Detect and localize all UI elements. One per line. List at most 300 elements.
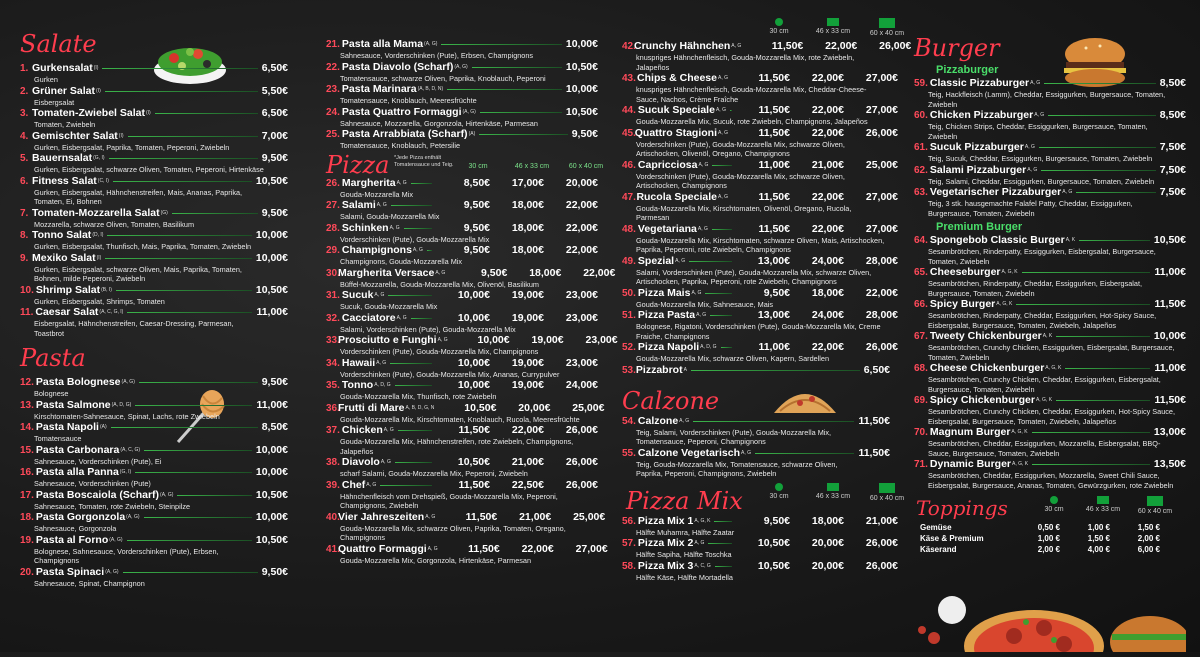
item-name: Chicken Pizzaburger	[929, 109, 1034, 121]
leader-line	[1032, 432, 1150, 433]
allergen-code: A, G	[437, 337, 448, 343]
price-large: 27,00€	[575, 542, 608, 555]
calzone-list	[622, 415, 898, 479]
menu-item-66[interactable]	[914, 298, 1186, 330]
item-number: 3.	[20, 108, 29, 119]
leader-line	[1016, 304, 1150, 305]
size-prices	[436, 177, 598, 190]
topping-price: 1,00 €	[1087, 523, 1110, 532]
item-name: Classic Pizzaburger	[929, 77, 1030, 89]
item-number: 61.	[914, 142, 928, 153]
leader-line	[441, 44, 561, 45]
item-number: 44.	[622, 105, 636, 116]
menu-item-43[interactable]	[622, 72, 898, 104]
item-number: 17.	[20, 489, 34, 501]
price-medium: 19,00€	[511, 311, 544, 324]
price-medium: 20,00€	[811, 559, 844, 572]
menu-item-8[interactable]	[20, 229, 288, 252]
item-number: 13.	[20, 399, 34, 411]
menu-item-39[interactable]	[326, 479, 598, 511]
allergen-code: A, D, G	[374, 382, 391, 388]
allergen-code: (A)	[468, 131, 476, 137]
item-name: Calzone Vegetarisch	[637, 446, 741, 459]
item-name: Tonno Salat	[32, 229, 92, 241]
size-large-label-2: 60 x 40 cm	[869, 30, 905, 37]
menu-item-67[interactable]	[914, 330, 1186, 362]
item-description: Hälfte Muhamra, Hälfte Zaatar	[636, 527, 735, 537]
item-number: 71.	[914, 459, 928, 470]
item-description: Gurken, Eisbergsalat, Paprika, Tomaten, Peperoni, Zwiebeln	[34, 142, 230, 152]
menu-item-26[interactable]	[326, 177, 598, 200]
menu-item-28[interactable]	[326, 222, 598, 245]
menu-item-47[interactable]	[622, 191, 898, 223]
allergen-code: (A, G)	[462, 108, 476, 115]
menu-item-36[interactable]	[326, 401, 605, 425]
item-name: Pizza Napoli	[637, 341, 700, 353]
size-prices	[736, 341, 898, 354]
allergen-code: (A, C, G, I)	[99, 309, 124, 315]
price-small: 10,50€	[464, 401, 497, 414]
menu-item-61[interactable]	[914, 141, 1186, 164]
menu-item-40[interactable]	[326, 510, 606, 543]
pizzamix-list	[622, 515, 898, 583]
menu-item-42[interactable]	[622, 40, 912, 72]
menu-item-37[interactable]	[326, 424, 598, 456]
item-description: knuspriges Hähnchenfleisch, Gouda-Mozzarella Mix, Cheddar-Cheese-Sauce, Nachos, Crème Fraîche	[636, 85, 867, 104]
mix-size-large-label: 60 x 40 cm	[869, 494, 905, 502]
menu-item-13[interactable]	[20, 399, 288, 422]
leader-line	[395, 462, 432, 463]
size-prices	[736, 191, 898, 204]
item-name: Tomaten-Mozzarella Salat	[32, 206, 160, 219]
size-prices	[436, 289, 598, 302]
allergen-code: A, G	[396, 314, 407, 321]
allergen-code: (A)	[99, 424, 107, 430]
item-name: Pasta Boscaiola (Scharf)	[35, 488, 160, 501]
menu-item-68[interactable]	[914, 362, 1186, 394]
item-number: 54.	[622, 415, 636, 427]
menu-item-19[interactable]	[20, 534, 288, 566]
menu-item-5[interactable]	[20, 152, 288, 175]
price-small: 10,00€	[457, 356, 490, 369]
price-medium: 21,00€	[811, 158, 844, 171]
item-description: Gouda-Mozzarella Mix, schwarze Oliven, Kapern, Sardellen	[636, 354, 830, 363]
leader-line	[135, 405, 252, 406]
price-medium: 18,00€	[511, 221, 544, 234]
allergen-code: A, G	[1027, 166, 1038, 173]
price-large: 26,00€	[865, 559, 898, 572]
item-number: 2.	[20, 85, 29, 97]
item-description: Gurken	[34, 75, 58, 84]
price-medium: 18,00€	[511, 244, 544, 256]
item-name: Pasta alla Mama	[341, 38, 424, 50]
item-name: Sucuk Speciale	[637, 104, 715, 116]
price-large: 22,00€	[565, 199, 598, 211]
price-small: 11,50€	[458, 424, 490, 436]
item-number: 50.	[622, 287, 636, 299]
menu-item-24[interactable]	[326, 106, 598, 129]
item-number: 31.	[326, 290, 340, 301]
price-large: 25,00€	[573, 510, 606, 523]
menu-item-69[interactable]	[914, 394, 1186, 426]
column-pizza-calzone-mix	[622, 0, 912, 582]
allergen-code: A, K	[1065, 237, 1076, 243]
allergen-code: (I)	[96, 254, 102, 261]
size-prices	[436, 379, 598, 392]
item-number: 20.	[20, 566, 34, 578]
leader-line	[472, 67, 562, 68]
toppings-title: Toppings	[916, 496, 1008, 520]
price-small: 11,50€	[758, 190, 790, 203]
item-name: Frutti di Mare	[338, 401, 405, 414]
size-prices	[436, 312, 598, 325]
item-description: Bolognese, Sahnesauce, Vorderschinken (Pute), Erbsen, Champignons	[34, 546, 219, 565]
item-description: Champignons, Gouda-Mozzarella Mix	[340, 257, 463, 266]
menu-item-56[interactable]	[622, 515, 898, 538]
menu-item-12[interactable]	[20, 376, 288, 399]
price-medium: 19,00€	[511, 289, 544, 301]
item-number: 43.	[622, 73, 636, 84]
allergen-code: A, G	[376, 359, 387, 366]
allergen-code: (A, G)	[105, 568, 119, 575]
item-price: 11,00€	[256, 398, 288, 411]
top-size-medium	[1078, 496, 1128, 515]
menu-item-4[interactable]	[20, 130, 288, 153]
item-description: Sahnesauce, Vorderschinken (Pute), Ei	[34, 456, 162, 466]
item-description: Gouda-Mozzarella Mix, Sahnesauce, Mais	[636, 299, 774, 309]
price-large: 26,00€	[565, 478, 598, 491]
item-name: Margherita	[341, 176, 396, 189]
item-name: Spicy Chickenburger	[929, 394, 1035, 406]
item-description: Sesambrötchen, Crunchy Chicken, Cheddar, Essiggurken, Hot-Spicy Sauce, Eisbergsalat, Burgersauce, Tomaten, Zwiebeln, Jalapeños	[928, 407, 1176, 426]
topping-price: 0,50 €	[1037, 523, 1060, 532]
item-name: Diavolo	[341, 456, 380, 468]
item-name: Pizzabrot	[635, 363, 683, 376]
menu-item-65[interactable]	[914, 266, 1186, 298]
allergen-code: A, G, K	[1001, 269, 1018, 275]
size-prices	[736, 560, 898, 573]
item-name: Shrimp Salat	[35, 283, 101, 296]
menu-item-16[interactable]	[20, 466, 288, 489]
menu-item-71[interactable]	[914, 458, 1186, 490]
menu-item-53[interactable]	[622, 364, 898, 377]
item-price: 7,50€	[1159, 163, 1186, 176]
allergen-code: A, G	[741, 449, 752, 456]
allergen-code: A, G	[366, 481, 377, 488]
menu-item-41[interactable]	[326, 542, 608, 566]
price-medium: 21,00€	[511, 456, 544, 468]
leader-line	[1076, 192, 1155, 193]
item-description: Sahnesauce, Vorderschinken (Pute)	[34, 479, 151, 488]
size-prices	[736, 255, 898, 268]
price-large: 23,00€	[565, 356, 598, 369]
price-small: 11,50€	[758, 104, 790, 116]
item-description: Teig, Chicken Strips, Cheddar, Essiggurken, Burgersauce, Tomaten, Zwiebeln	[928, 122, 1148, 141]
size-prices	[736, 309, 898, 322]
item-number: 52.	[622, 342, 636, 353]
allergen-code: A, B, D, G, N	[405, 404, 435, 411]
allergen-code: A, G	[374, 292, 385, 298]
item-name: Mexiko Salat	[32, 251, 96, 264]
size-prices	[442, 402, 604, 415]
allergen-code: A, G	[427, 545, 438, 552]
column-salate-pasta	[20, 0, 288, 588]
menu-item-22[interactable]	[326, 61, 598, 84]
topping-row[interactable]	[914, 522, 1186, 533]
leader-line	[107, 235, 251, 236]
item-number: 47.	[622, 191, 636, 203]
menu-item-54[interactable]	[622, 415, 898, 447]
menu-item-31[interactable]	[326, 289, 598, 312]
item-description: scharf Salami, Gouda-Mozzarella Mix, Peperoni, Zwiebeln	[340, 469, 528, 478]
item-description: Büffel-Mozzarella, Gouda-Mozzarella Mix, Olivenöl, Basilikum	[340, 279, 539, 289]
item-name: Pasta Gorgonzola	[35, 511, 126, 523]
item-name: Rucola Speciale	[636, 190, 717, 203]
item-description: Teig, Gouda-Mozzarella Mix, Tomatensauce, schwarze Oliven, Paprika, Peperoni, Champignons, Zwiebeln	[636, 459, 838, 478]
menu-item-10[interactable]	[20, 284, 288, 307]
menu-item-30[interactable]	[326, 266, 616, 290]
menu-item-2[interactable]	[20, 85, 288, 108]
allergen-code: A, G	[1062, 189, 1073, 195]
mix-size-medium-label: 46 x 33 cm	[815, 492, 851, 500]
leader-line	[155, 113, 258, 114]
allergen-code: (A, G)	[126, 514, 140, 520]
size-small-icon	[752, 18, 806, 37]
menu-item-51[interactable]	[622, 309, 898, 341]
leader-line	[135, 472, 252, 473]
menu-item-63[interactable]	[914, 186, 1186, 218]
leader-line	[1044, 83, 1156, 84]
item-number: 56.	[622, 515, 636, 527]
price-large: 26,00€	[565, 424, 598, 436]
menu-item-38[interactable]	[326, 456, 598, 479]
size-prices	[736, 72, 898, 85]
menu-item-49[interactable]	[622, 255, 898, 287]
item-description: Bolognese	[34, 389, 69, 398]
topping-row[interactable]	[914, 544, 1186, 555]
leader-line	[1039, 147, 1156, 148]
item-description: Sesambrötchen, Rinderpatty, Essiggurken, Eisbergsalat, Burgersauce, Tomaten, Zwiebeln	[928, 247, 1156, 266]
item-name: Sucuk	[341, 289, 374, 301]
leader-line	[411, 183, 432, 184]
item-description: Teig, Salami, Vorderschinken (Pute), Gouda-Mozzarella Mix, Tomatensauce, Peperoni, Champignons	[636, 427, 832, 446]
item-number: 39.	[326, 479, 340, 491]
pizza-title: Pizza	[326, 150, 390, 179]
menu-item-27[interactable]	[326, 199, 598, 222]
item-number: 9.	[20, 252, 29, 264]
item-number: 34.	[326, 357, 340, 369]
item-name: Bauernsalat	[32, 152, 93, 164]
item-number: 60.	[914, 110, 928, 121]
item-description: Hähnchenfleisch vom Drehspieß, Gouda-Mozzarella Mix, Peperoni, Champignons, Zwiebeln	[340, 491, 558, 510]
menu-item-55[interactable]	[622, 447, 898, 479]
price-large: 24,00€	[565, 379, 598, 391]
leader-line	[388, 295, 432, 296]
menu-item-59[interactable]	[914, 77, 1186, 109]
item-price: 9,50€	[261, 152, 288, 164]
mix-size-medium	[806, 483, 860, 502]
item-number: 21.	[326, 39, 340, 50]
price-large: 22,00€	[865, 286, 898, 299]
item-price: 11,00€	[1154, 266, 1186, 278]
item-description: Gouda-Mozzarella Mix, schwarze Oliven, Paprika, Tomaten, Oregano, Champignons	[340, 523, 566, 542]
price-large: 22,00€	[565, 221, 598, 234]
price-medium: 19,00€	[531, 334, 564, 346]
menu-item-46[interactable]	[622, 159, 898, 191]
price-medium: 22,00€	[521, 542, 554, 555]
allergen-code: (G, I)	[119, 469, 132, 475]
item-name: Chips & Cheese	[637, 72, 717, 84]
leader-line	[411, 318, 432, 319]
item-description: Eisbergsalat	[34, 97, 75, 107]
leader-line	[127, 312, 252, 313]
item-description: Sucuk, Gouda-Mozzarella Mix	[340, 302, 438, 311]
item-description: Gouda-Mozzarella Mix, Hähnchenstreifen, rote Zwiebeln, Champignons, Jalapeños	[340, 437, 574, 456]
allergen-code: (I)	[118, 132, 124, 139]
menu-item-15[interactable]	[20, 444, 288, 467]
price-medium: 22,00€	[811, 104, 844, 116]
menu-item-33[interactable]	[326, 334, 618, 357]
item-price: 11,50€	[858, 414, 890, 427]
item-number: 25.	[326, 129, 340, 140]
menu-item-6[interactable]	[20, 175, 288, 207]
topping-row[interactable]	[914, 533, 1186, 544]
price-small: 10,00€	[477, 334, 510, 346]
item-number: 67.	[914, 331, 928, 342]
menu-item-45[interactable]	[622, 127, 898, 159]
allergen-code: (I)	[146, 110, 151, 116]
menu-item-29[interactable]	[326, 244, 598, 267]
price-large: 28,00€	[865, 309, 898, 321]
item-name: Magnum Burger	[929, 426, 1011, 438]
menu-item-1[interactable]	[20, 62, 288, 85]
menu-item-25[interactable]	[326, 128, 598, 151]
premium-list	[914, 234, 1186, 490]
allergen-code: A, G	[717, 193, 728, 200]
price-small: 11,00€	[758, 341, 790, 353]
item-number: 8.	[20, 230, 29, 241]
topping-name: Käserand	[920, 545, 957, 554]
menu-item-58[interactable]	[622, 560, 898, 583]
menu-item-14[interactable]	[20, 421, 288, 444]
leader-line	[715, 566, 732, 567]
top-size-small	[1030, 496, 1078, 515]
price-large: 21,00€	[865, 514, 898, 527]
menu-item-44[interactable]	[622, 104, 898, 127]
menu-item-57[interactable]	[622, 537, 898, 560]
item-price: 10,00€	[565, 38, 598, 50]
menu-item-62[interactable]	[914, 164, 1186, 187]
topping-price: 1,50 €	[1087, 534, 1110, 543]
price-medium: 24,00€	[811, 254, 844, 267]
allergen-code: (B, I)	[101, 286, 112, 293]
price-small: 10,00€	[457, 379, 490, 391]
top-size-medium-label: 46 x 33 cm	[1085, 506, 1121, 513]
item-name: Prosciutto e Funghi	[338, 334, 437, 346]
leader-line	[1041, 170, 1156, 171]
item-name: Pizza Mix 3	[637, 559, 694, 572]
item-price: 10,50€	[1153, 234, 1186, 246]
menu-item-35[interactable]	[326, 379, 598, 402]
menu-item-50[interactable]	[622, 287, 898, 310]
price-medium: 18,00€	[529, 266, 562, 279]
item-name: Quattro Stagioni	[634, 126, 717, 139]
menu-item-11[interactable]	[20, 306, 288, 338]
menu-item-23[interactable]	[326, 83, 598, 106]
item-price: 10,00€	[255, 229, 288, 241]
item-name: Cheeseburger	[929, 266, 1001, 278]
menu-item-7[interactable]	[20, 207, 288, 230]
menu-item-32[interactable]	[326, 312, 598, 335]
price-large: 25,00€	[572, 401, 605, 414]
price-medium: 22,00€	[811, 190, 844, 203]
item-number: 49.	[622, 255, 636, 267]
menu-item-18[interactable]	[20, 511, 288, 534]
price-small: 11,50€	[758, 222, 790, 235]
item-description: Gurken, Eisbergsalat, schwarze Oliven, Mais, Paprika, Tomaten, Bohnen, milde Peperoni, Zwiebeln	[34, 264, 242, 283]
menu-item-70[interactable]	[914, 426, 1186, 458]
menu-item-48[interactable]	[622, 223, 898, 255]
item-number: 4.	[20, 130, 29, 142]
leader-line	[689, 261, 732, 262]
menu-item-20[interactable]	[20, 566, 288, 589]
item-name: Salami	[341, 199, 376, 211]
item-number: 1.	[20, 63, 29, 74]
pizza-list	[326, 176, 618, 566]
leader-line	[105, 258, 252, 259]
item-name: Vegetariana	[637, 222, 697, 235]
menu-item-60[interactable]	[914, 109, 1186, 141]
item-description: Sesambrötchen, Rinderpatty, Cheddar, Essiggurken, Hot-Spicy Sauce, Eisbergsalat, Burgersauce, Tomaten, Zwiebeln, Jalapeños	[928, 311, 1157, 330]
item-name: Pasta Napoli	[35, 421, 99, 433]
item-description: Eisbergsalat, Hähnchenstreifen, Caesar-Dressing, Parmesan, Toastbrot	[34, 319, 234, 338]
item-description: Bolognese, Rigatoni, Vorderschinken (Pute), Gouda-Mozzarella Mix, Creme Fraiche, Champignons	[636, 322, 881, 341]
top-size-large-label: 60 x 40 cm	[1137, 508, 1173, 515]
item-number: 37.	[326, 425, 340, 436]
item-name: Spongebob Classic Burger	[929, 234, 1065, 246]
leader-line	[708, 543, 732, 544]
menu-item-21[interactable]	[326, 38, 598, 61]
item-name: Spicy Burger	[929, 298, 996, 310]
leader-line	[1056, 336, 1150, 337]
leader-line	[391, 205, 432, 206]
size-prices	[736, 515, 898, 528]
item-name: Gemischter Salat	[32, 129, 118, 142]
allergen-code: A, G	[383, 427, 394, 433]
allergen-code: (I)	[96, 87, 101, 94]
item-name: Dynamic Burger	[929, 458, 1012, 470]
leader-line	[705, 293, 732, 294]
item-description: Sesambrötchen, Cheddar, Essiggurken, Mozzarella, Eisbergsalat, BBQ-Sauce, Burgersauce, Tomaten, Zwiebeln	[928, 439, 1161, 458]
menu-item-64[interactable]	[914, 234, 1186, 266]
item-price: 7,00€	[261, 129, 288, 142]
allergen-code: A, C, G	[694, 562, 711, 569]
menu-item-17[interactable]	[20, 489, 288, 512]
menu-item-3[interactable]	[20, 107, 288, 130]
menu-item-52[interactable]	[622, 341, 898, 364]
pizzaburger-subtitle: Pizzaburger	[936, 64, 999, 76]
size-medium	[505, 163, 559, 170]
item-description: Vorderschinken (Pute), Gouda-Mozzarella Mix, schwarze Oliven, Artischocken, Olivenöl, Oregano, Champignons	[636, 139, 845, 158]
price-medium: 22,00€	[811, 72, 844, 84]
price-small: 9,50€	[463, 221, 490, 234]
leader-line	[111, 427, 258, 428]
menu-item-9[interactable]	[20, 252, 288, 284]
topping-price: 1,50 €	[1137, 523, 1160, 532]
item-number: 24.	[326, 106, 340, 118]
menu-item-34[interactable]	[326, 357, 598, 380]
item-description: Hälfte Sapiha, Hälfte Toschka	[636, 550, 732, 559]
